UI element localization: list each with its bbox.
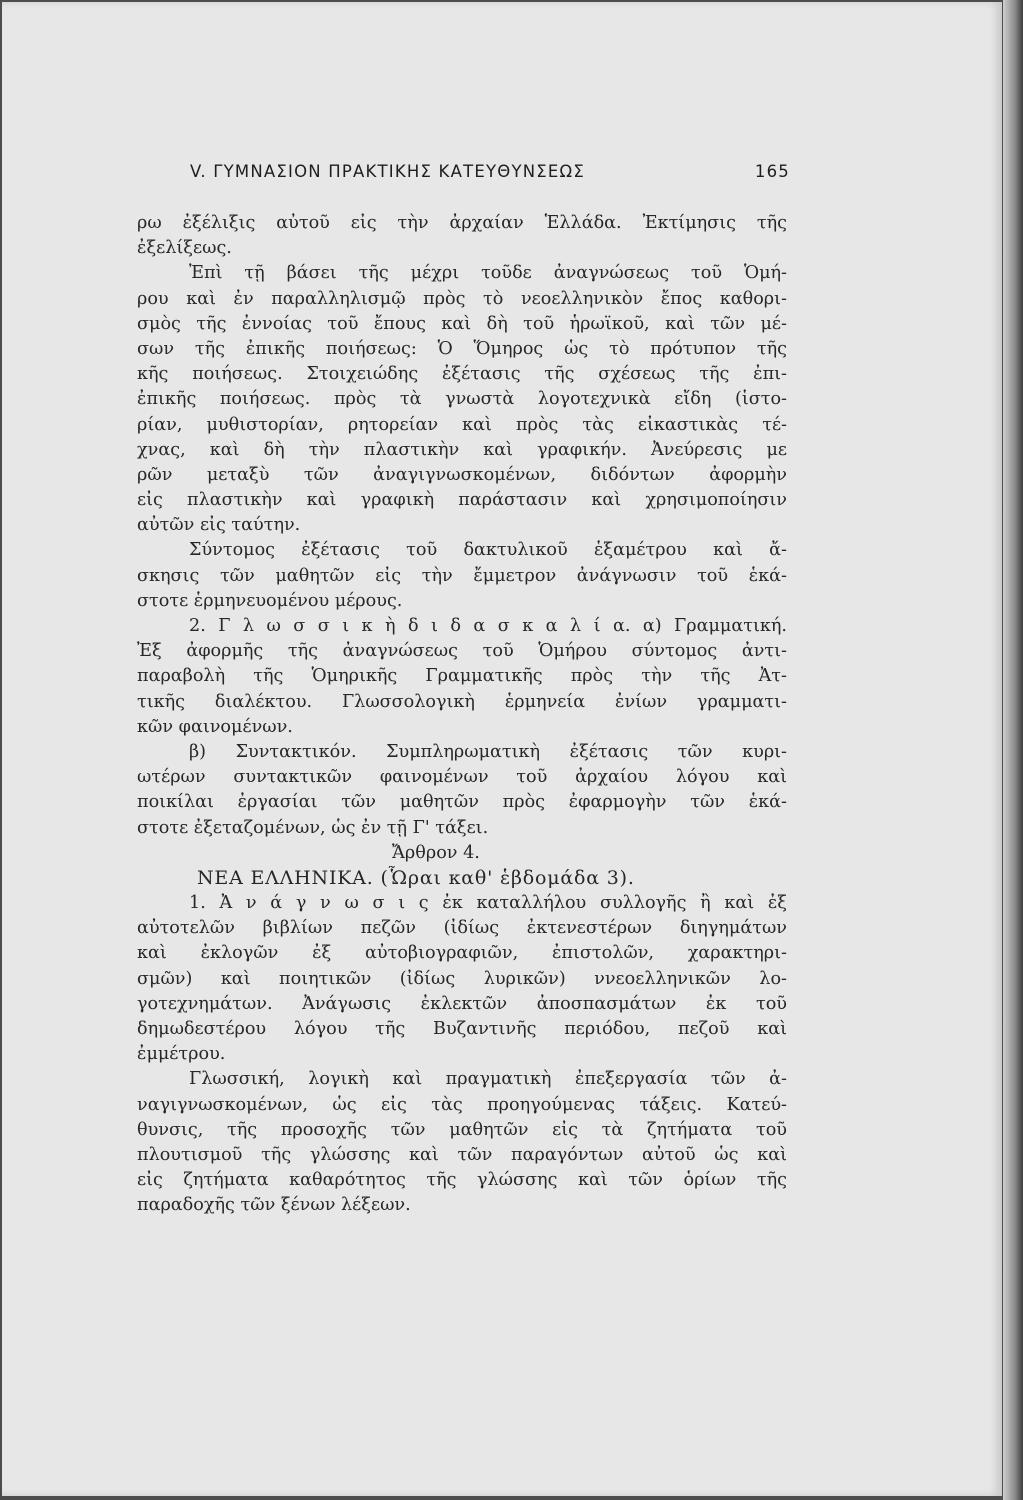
text-line: αὐτῶν εἰς ταύτην. — [137, 515, 301, 536]
text-line: θυνσις, τῆς προσοχῆς τῶν μαθητῶν εἰς τὰ ζητήματα τοῦ — [137, 1119, 787, 1140]
text-line: Ἐξ ἀφορμῆς τῆς ἀναγνώσεως τοῦ Ὁμήρου σύντομος ἀντι- — [137, 641, 787, 662]
text-line: ἐμμέτρου. — [137, 1044, 226, 1065]
text-line: 1. Ἀ ν ά γ ν ω σ ι ς ἐκ καταλλήλου συλλογῆς ἢ καὶ ἐξ — [189, 893, 787, 914]
text-line: 2. Γ λ ω σ σ ι κ ὴ δ ι δ α σ κ α λ ί α. α) Γραμματική. — [189, 616, 787, 636]
text-line: αὐτοτελῶν βιβλίων πεζῶν (ἰδίως ἐκτενεστέρων διηγημάτων — [137, 918, 787, 939]
text-line: ἐξελίξεως. — [137, 238, 232, 259]
article-number: Ἄρθρον 4. — [392, 842, 480, 863]
text-line: παραδοχῆς τῶν ξένων λέξεων. — [137, 1195, 411, 1216]
text-line: πλουτισμοῦ τῆς γλώσσης καὶ τῶν παραγόντων αὐτοῦ ὡς καὶ — [137, 1144, 787, 1165]
text-line: Γλωσσική, λογικὴ καὶ πραγματικὴ ἐπεξεργασία τῶν ἀ- — [189, 1069, 787, 1090]
text-line: ρῶν μεταξὺ τῶν ἀναγιγνωσκομένων, διδόντων ἀφορμὴν — [137, 464, 787, 485]
text-line: εἰς πλαστικὴν καὶ γραφικὴ παράστασιν καὶ χρησιμοποίησιν — [137, 490, 787, 511]
page-number: 165 — [754, 162, 790, 181]
book-page — [2, 2, 1002, 1496]
text-line: εἰς ζητήματα καθαρότητος τῆς γλώσσης καὶ τῶν ὁρίων τῆς — [137, 1170, 787, 1191]
text-line: ποικίλαι ἐργασίαι τῶν μαθητῶν πρὸς ἐφαρμογὴν τῶν ἑκά- — [137, 792, 787, 813]
body-text — [137, 211, 787, 1219]
text-line: ρίαν, μυθιστορίαν, ρητορείαν καὶ πρὸς τὰς εἰκαστικὰς τέ- — [137, 414, 787, 435]
text-line: Ἐπὶ τῇ βάσει τῆς μέχρι τοῦδε ἀναγνώσεως τοῦ Ὁμή- — [189, 263, 787, 284]
text-line: σων τῆς ἐπικῆς ποιήσεως: Ὁ Ὅμηρος ὡς τὸ πρότυπον τῆς — [137, 338, 787, 359]
text-line: ρου καὶ ἐν παραλληλισμῷ πρὸς τὸ νεοελληνικὸν ἔπος καθορι- — [137, 288, 787, 309]
text-line: δημωδεστέρου λόγου τῆς Βυζαντινῆς περιόδου, πεζοῦ καὶ — [137, 1019, 787, 1039]
section-heading: ΝΕΑ ΕΛΛΗΝΙΚΑ. (Ὧραι καθ' ἑβδομάδα 3). — [197, 866, 635, 889]
text-line: τικῆς διαλέκτου. Γλωσσολογικὴ ἑρμηνεία ἐνίων γραμματι- — [137, 691, 787, 712]
text-line: ἐπικῆς ποιήσεως. πρὸς τὰ γνωστὰ λογοτεχνικὰ εἴδη (ἱστο- — [137, 389, 787, 410]
text-line: στοτε ἑρμηνευομένου μέρους. — [137, 590, 403, 611]
text-line: Σύντομος ἐξέτασις τοῦ δακτυλικοῦ ἑξαμέτρου καὶ ἄ- — [189, 540, 787, 561]
header-title: V. ΓΥΜΝΑΣΙΟΝ ΠΡΑΚΤΙΚΗΣ ΚΑΤΕΥΘΥΝΣΕΩΣ — [190, 162, 585, 181]
text-line: καὶ ἐκλογῶν ἐξ αὐτοβιογραφιῶν, ἐπιστολῶν, χαρακτηρι- — [137, 943, 787, 964]
text-line: χνας, καὶ δὴ τὴν πλαστικὴν καὶ γραφικήν. Ἀνεύρεσις με — [137, 439, 787, 460]
text-line: σμὸς τῆς ἐννοίας τοῦ ἔπους καὶ δὴ τοῦ ἡρωϊκοῦ, καὶ τῶν μέ- — [137, 313, 787, 334]
text-line: σμῶν) καὶ ποιητικῶν (ἰδίως λυρικῶν) ννεοελληνικῶν λο- — [137, 968, 787, 989]
text-line: ρω ἐξέλιξις αὐτοῦ εἰς τὴν ἀρχαίαν Ἑλλάδα. Ἐκτίμησις τῆς — [137, 213, 787, 233]
text-line: σκησις τῶν μαθητῶν εἰς τὴν ἔμμετρον ἀνάγνωσιν τοῦ ἑκά- — [137, 565, 787, 586]
text-line: παραβολὴ τῆς Ὁμηρικῆς Γραμματικῆς πρὸς τὴν τῆς Ἀτ- — [137, 666, 787, 687]
running-header — [190, 162, 790, 188]
text-line: ναγιγνωσκομένων, ὡς εἰς τὰς προηγούμενας τάξεις. Κατεύ- — [137, 1094, 787, 1115]
text-line: στοτε ἐξεταζομένων, ὡς ἐν τῇ Γ' τάξει. — [137, 817, 489, 838]
text-line: κῶν φαινομένων. — [137, 716, 293, 737]
text-line: γοτεχνημάτων. Ἀνάγωσις ἐκλεκτῶν ἀποσπασμάτων ἐκ τοῦ — [137, 993, 787, 1014]
text-line: κῆς ποιήσεως. Στοιχειώδης ἐξέτασις τῆς σχέσεως τῆς ἐπι- — [137, 364, 787, 385]
page-edge-shadow — [1003, 0, 1023, 1500]
text-line: β) Συντακτικόν. Συμπληρωματικὴ ἐξέτασις τῶν κυρι- — [189, 741, 787, 762]
text-line: ωτέρων συντακτικῶν φαινομένων τοῦ ἀρχαίου λόγου καὶ — [137, 767, 787, 788]
